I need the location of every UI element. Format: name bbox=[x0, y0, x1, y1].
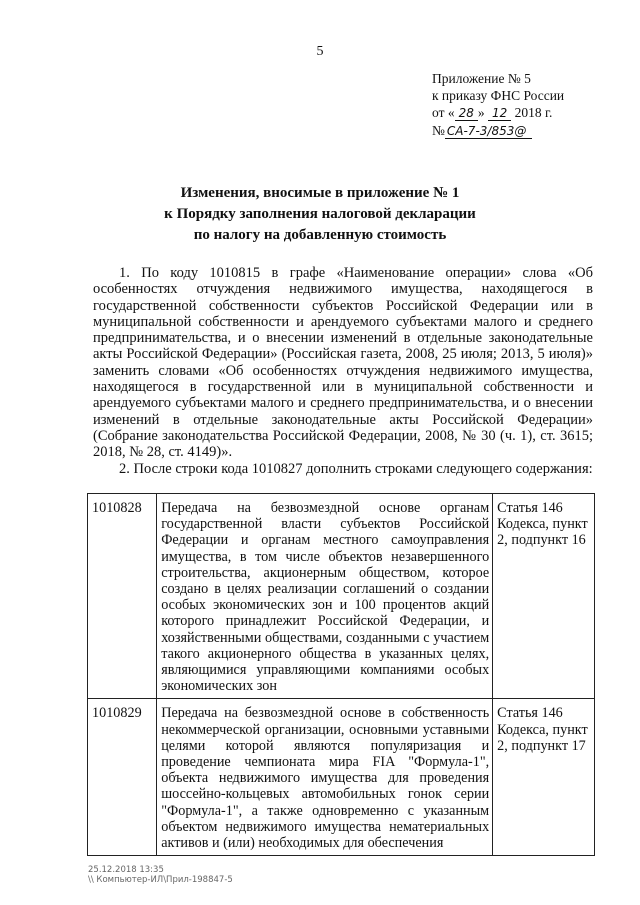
page-number: 5 bbox=[316, 44, 324, 59]
row-code: 1010828 bbox=[88, 494, 157, 699]
table-row bbox=[88, 699, 595, 856]
footer-path: \\ Компьютер-ИЛ\Прил-198847-5 bbox=[88, 875, 233, 885]
row-description: Передача на безвозмездной основе в собственность некоммерческой организации, основными уставными целями которой являются популяризация и проведение чемпионата мира FIA "Формула-1", объекта недвижимого имущества для проведения шоссейно-кольцевых автомобильных гонок серии "Формула-1", а также одновременно с указанным объектом недвижимого имущества нематериальных активов и (или) необходимых для обеспечения bbox=[157, 699, 493, 856]
date-day: 28 bbox=[455, 106, 478, 121]
print-footer bbox=[88, 865, 233, 885]
document-title bbox=[60, 183, 580, 246]
title-line-1: Изменения, вносимые в приложение № 1 bbox=[180, 185, 460, 201]
order-number: СА-7-3/853@ bbox=[445, 124, 532, 139]
appendix-header bbox=[432, 70, 564, 140]
row-article: Статья 146 Кодекса, пункт 2, подпункт 17 bbox=[493, 699, 595, 856]
row-article: Статья 146 Кодекса, пункт 2, подпункт 16 bbox=[493, 494, 595, 699]
footer-timestamp: 25.12.2018 13:35 bbox=[88, 865, 164, 875]
document-body bbox=[93, 265, 593, 477]
paragraph-2: 2. После строки кода 1010827 дополнить строками следующего содержания: bbox=[119, 460, 593, 477]
title-line-3: по налогу на добавленную стоимость bbox=[193, 227, 447, 243]
title-line-2: к Порядку заполнения налоговой декларации bbox=[164, 206, 476, 222]
row-code: 1010829 bbox=[88, 699, 157, 856]
amendments-table bbox=[87, 493, 595, 856]
appendix-number bbox=[432, 122, 564, 140]
date-mid: » bbox=[477, 105, 485, 120]
appendix-date bbox=[432, 104, 564, 122]
appendix-order: к приказу ФНС России bbox=[432, 88, 565, 103]
date-year: 2018 г. bbox=[514, 105, 553, 120]
date-month: 12 bbox=[488, 106, 511, 121]
appendix-title: Приложение № 5 bbox=[432, 71, 531, 86]
paragraph-1: 1. По коду 1010815 в графе «Наименование операции» слова «Об особенностях отчуждения недвижимого имущества, находящегося в государственной собственности субъектов Российской Федерации или в муниципальной собственности и арендуемого субъектами малого и среднего предпринимательства, и о внесении изменений в отдельные законодательные акты Российской Федерации» (Российская газета, 2008, 25 июля; 2013, 5 июля)» заменить словами «Об особенностях отчуждения недвижимого имущества, находящегося в государственной или в муниципальной собственности и арендуемого субъектами малого и среднего предпринимательства, и о внесении изменений в отдельные законодательные акты Российской Федерации» (Собрание законодательства Российской Федерации, 2008, № 30 (ч. 1), ст. 3615; 2018, № 28, ст. 4149)». bbox=[93, 265, 593, 461]
date-prefix: от « bbox=[432, 105, 455, 120]
number-prefix: № bbox=[432, 123, 445, 138]
row-description: Передача на безвозмездной основе органам государственной власти субъектов Российской Федерации и органам местного самоуправления имущества, в том числе объектов незавершенного строительства, акционерным обществом, которое создано в целях реализации соглашений о создании особых экономических зон и 100 процентов акций которого принадлежит Российской Федерации, и хозяйственными обществами, созданными с участием такого акционерного общества в указанных целях, являющимися управляющими компаниями особых экономических зон bbox=[157, 494, 493, 699]
table-row bbox=[88, 494, 595, 699]
